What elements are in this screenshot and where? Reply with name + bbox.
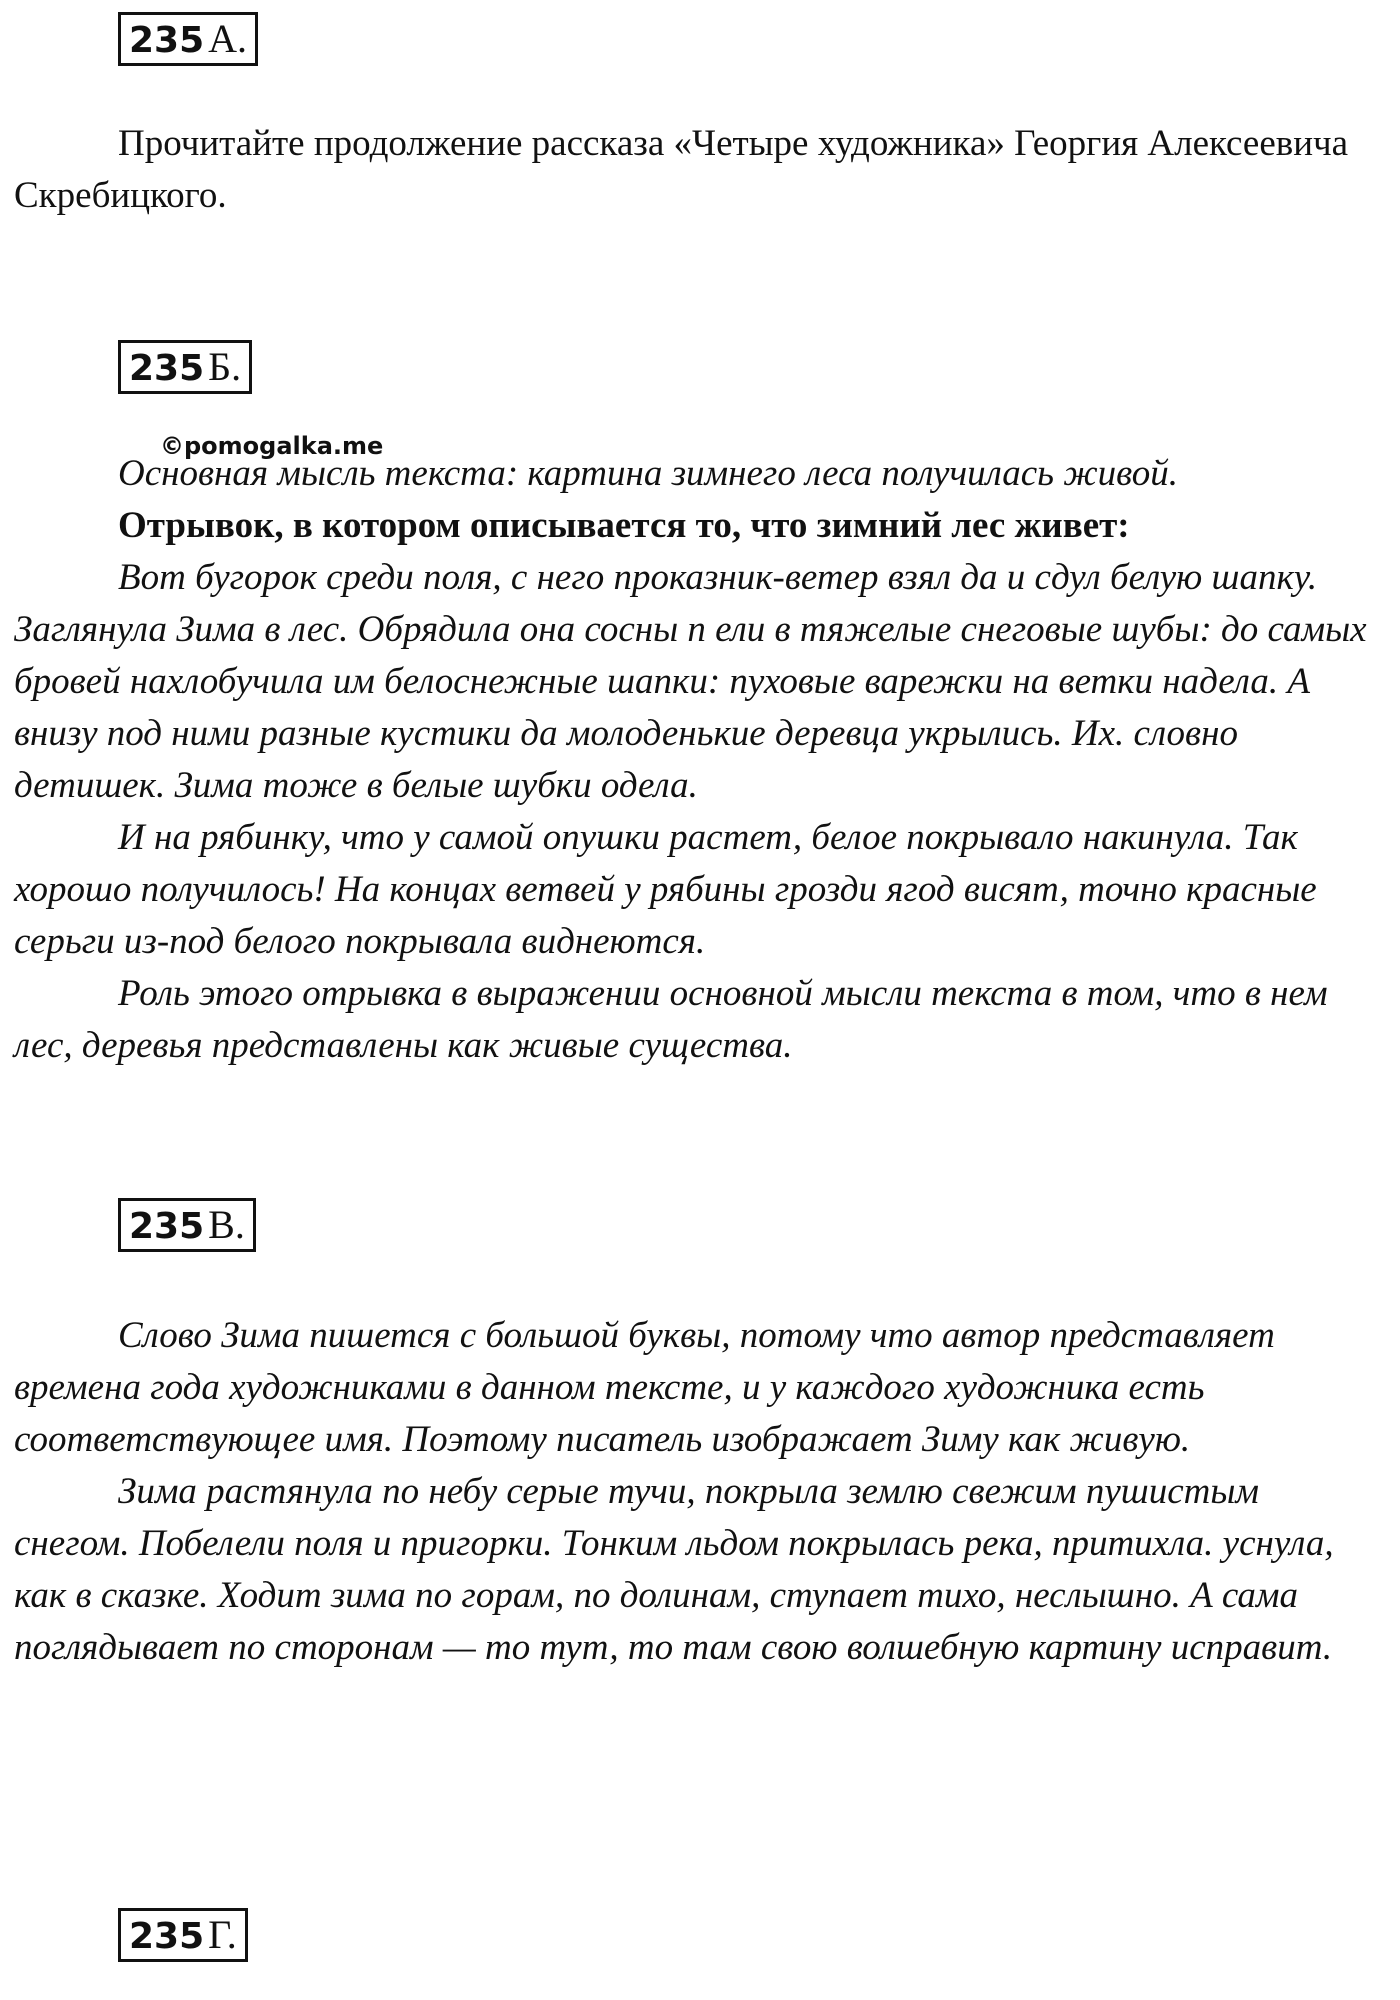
exercise-letter: Б. <box>208 344 242 389</box>
main-idea-paragraph: Основная мысль текста: картина зимнего леса получилась живой. <box>118 453 1178 494</box>
fragment-paragraph-1: Вот бугорок среди поля, с него проказник-ветер взял да и сдул белую шапку. Заглянула Зима в лес. Обрядила она сосны п ели в тяжелые снеговые шубы: до самых бровей нахлобучила им белоснежные шапки: пуховые варежки на ветки надела. А внизу под ними разные кустики да молоденькие деревца укрылись. Их. словно детишек. Зима тоже в белые шубки одела. <box>14 557 1367 806</box>
exercise-number: 235 <box>129 1206 205 1247</box>
exercise-letter: А. <box>208 16 248 61</box>
section-a-paragraph: Прочитайте продолжение рассказа «Четыре художника» Георгия Алексеевича Скребицкого. <box>14 123 1349 216</box>
exercise-label-235v <box>118 1198 256 1252</box>
section-a-text-block <box>14 118 1374 222</box>
fragment-heading: Отрывок, в котором описывается то, что зимний лес живет: <box>118 505 1130 546</box>
section-v-text-block <box>14 1310 1374 1674</box>
exercise-number: 235 <box>129 1916 205 1957</box>
fragment-paragraph-2: И на рябинку, что у самой опушки растет, белое покрывало накинула. Так хорошо получилось! На концах ветвей у рябины грозди ягод висят, точно красные серьги из-под белого покрывала виднеются. <box>14 817 1317 962</box>
exercise-label-235g <box>118 1908 248 1962</box>
exercise-number: 235 <box>129 20 205 61</box>
winter-paragraph: Зима растянула по небу серые тучи, покрыла землю свежим пушистым снегом. Побелели поля и пригорки. Тонким льдом покрылась река, притихла. уснула, как в сказке. Ходит зима по горам, по долинам, ступает тихо, неслышно. А сама поглядывает по сторонам — то тут, то там свою волшебную картину исправит. <box>14 1471 1334 1668</box>
exercise-label-235a <box>118 12 258 66</box>
exercise-label-235b <box>118 340 252 394</box>
exercise-letter: В. <box>208 1202 245 1247</box>
role-paragraph: Роль этого отрывка в выражении основной мысли текста в том, что в нем лес, деревья представлены как живые существа. <box>14 973 1328 1066</box>
section-b-text-block <box>14 448 1374 1072</box>
watermark: ©pomogalka.me <box>160 432 384 460</box>
capital-letter-explanation: Слово Зима пишется с большой буквы, потому что автор представляет времена года художниками в данном тексте, и у каждого художника есть соответствующее имя. Поэтому писатель изображает Зиму как живую. <box>14 1315 1275 1460</box>
exercise-number: 235 <box>129 348 205 389</box>
exercise-letter: Г. <box>208 1912 237 1957</box>
